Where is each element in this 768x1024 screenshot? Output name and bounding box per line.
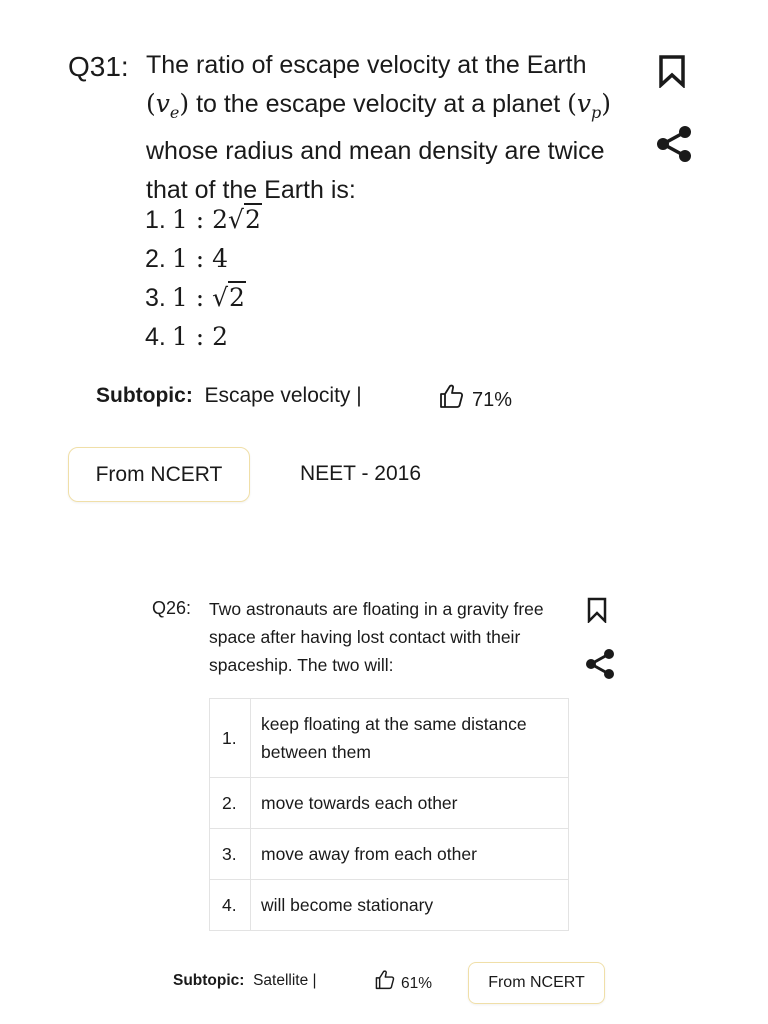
options-list	[145, 200, 262, 356]
question-number: Q26:	[152, 598, 192, 618]
source-tag[interactable]: From NCERT	[468, 962, 605, 1004]
option-text: move towards each other	[251, 778, 569, 829]
thumbs-up-icon[interactable]	[438, 383, 464, 417]
share-icon[interactable]	[654, 124, 694, 164]
ve-symbol: $(v_e)$	[146, 88, 190, 122]
option-index: 2.	[210, 778, 251, 829]
bookmark-icon[interactable]	[586, 597, 608, 623]
subtopic-value: Escape velocity |	[204, 384, 362, 407]
table-row[interactable]	[210, 778, 569, 829]
subtopic-label: Subtopic:	[173, 972, 245, 989]
options-table	[209, 698, 569, 931]
like-percent: 61%	[401, 974, 433, 992]
like-stat[interactable]	[438, 383, 512, 417]
option-index: 3.	[210, 829, 251, 880]
option-text: move away from each other	[251, 829, 569, 880]
table-row[interactable]	[210, 829, 569, 880]
question-text: The ratio of escape velocity at the Earth $(v_e)$ to the escape velocity at a planet $(v_p)$ whose radius and mean density are twice that of the Earth is:	[146, 51, 612, 204]
bookmark-icon[interactable]	[657, 54, 687, 88]
exam-tag: NEET - 2016	[300, 462, 422, 485]
option-text: will become stationary	[251, 880, 569, 931]
option-1[interactable]: 1. 1 : 2√2	[145, 205, 261, 234]
like-percent: 71%	[472, 389, 513, 411]
option-4[interactable]: 4. 1 : 2	[145, 322, 228, 351]
question-text: Two astronauts are floating in a gravity free space after having lost contact with their spaceship. The two will:	[209, 599, 544, 675]
vp-symbol: $(v_p)$	[567, 88, 612, 122]
option-index: 1.	[210, 699, 251, 778]
subtopic	[173, 969, 317, 993]
question-number: Q31:	[68, 51, 129, 82]
option-2[interactable]: 2. 1 : 4	[145, 244, 228, 273]
like-stat[interactable]	[374, 969, 432, 998]
subtopic-value: Satellite |	[253, 972, 317, 989]
source-tag[interactable]: From NCERT	[68, 447, 250, 502]
option-3[interactable]: 3. 1 : √2	[145, 283, 245, 312]
thumbs-up-icon[interactable]	[374, 969, 395, 998]
share-icon[interactable]	[584, 648, 616, 680]
subtopic	[96, 382, 362, 410]
table-row[interactable]	[210, 699, 569, 778]
table-row[interactable]	[210, 880, 569, 931]
subtopic-label: Subtopic:	[96, 384, 193, 407]
option-text: keep floating at the same distance between them	[251, 699, 569, 778]
option-index: 4.	[210, 880, 251, 931]
